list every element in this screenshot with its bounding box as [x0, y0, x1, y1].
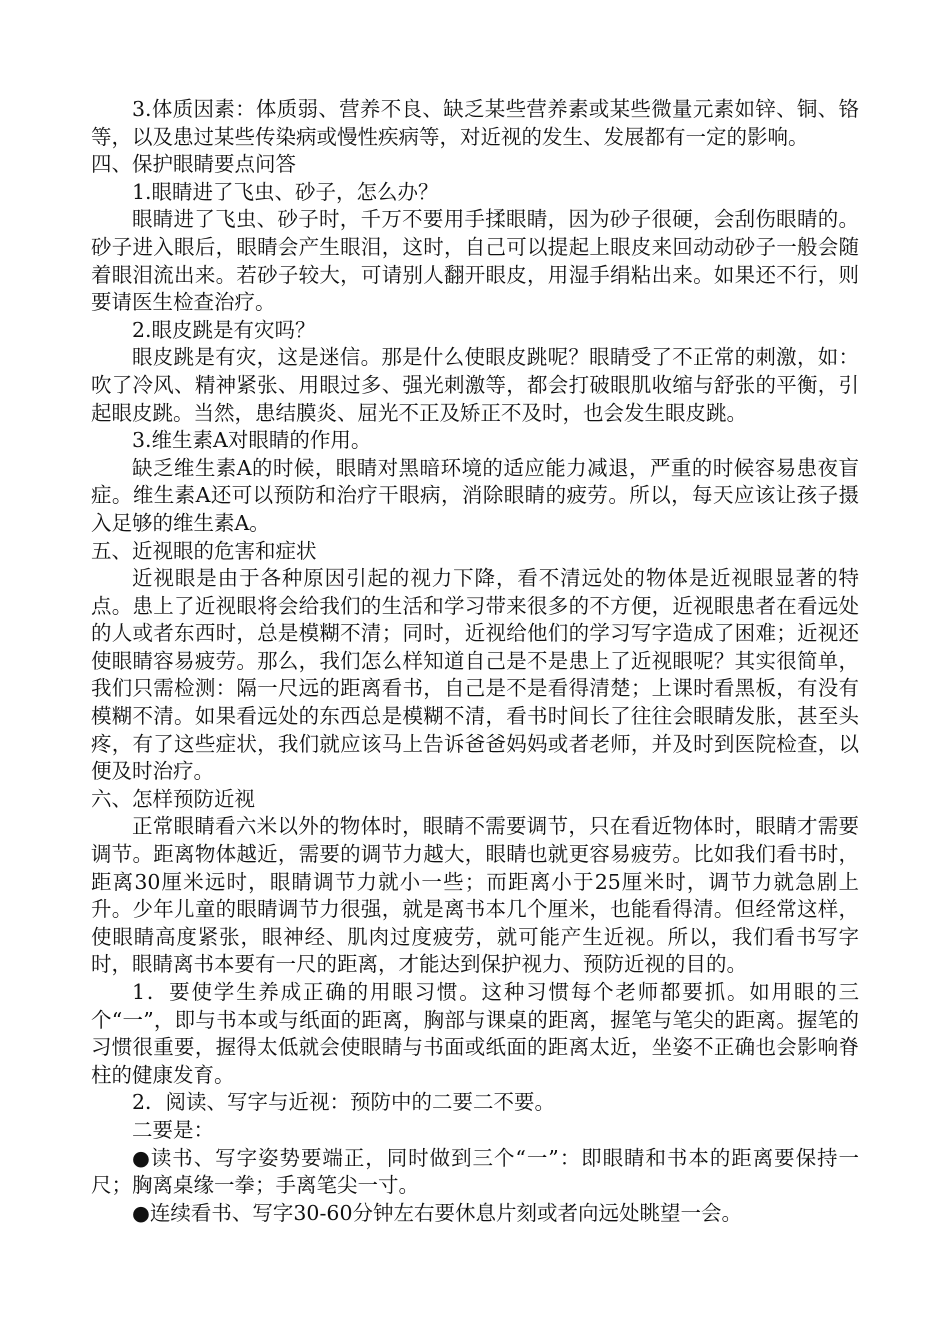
paragraph-eye-habits: 1．要使学生养成正确的用眼习惯。这种习惯每个老师都要抓。如用眼的三个“一”，即与书本或与纸面的距离，胸部与课桌的距离，握笔与笔尖的距离。握笔的习惯很重要，握得太低就会使眼睛与书面或纸面的距离太近，坐姿不正确也会影响脊柱的健康发育。: [91, 980, 859, 1087]
answer-insect-sand: 眼睛进了飞虫、砂子时，千万不要用手揉眼睛，因为砂子很硬，会刮伤眼睛的。砂子进入眼后，眼睛会产生眼泪，这时，自己可以提起上眼皮来回动动砂子一般会随着眼泪流出来。若砂子较大，可请别人翻开眼皮，用湿手绢粘出来。如果还不行，则要请医生检查治疗。: [91, 207, 859, 315]
paragraph-constitution-factors: 3.体质因素：体质弱、营养不良、缺乏某些营养素或某些微量元素如锌、铜、铬等，以及患过某些传染病或慢性疾病等，对近视的发生、发展都有一定的影响。: [91, 97, 859, 149]
answer-eyelid-twitch: 眼皮跳是有灾，这是迷信。那是什么使眼皮跳呢？眼睛受了不正常的刺激，如：吹了冷风、精神紧张、用眼过多、强光刺激等，都会打破眼肌收缩与舒张的平衡，引起眼皮跳。当然，患结膜炎、屈光不正及矫正不及时，也会发生眼皮跳。: [91, 345, 859, 425]
paragraph-eye-accommodation: 正常眼睛看六米以外的物体时，眼睛不需要调节，只在看近物体时，眼睛才需要调节。距离物体越近，需要的调节力越大，眼睛也就更容易疲劳。比如我们看书时，距离30厘米远时，眼睛调节力就小一些；而距离小于25厘米时，调节力就急剧上升。少年儿童的眼睛调节力很强，就是离书本几个厘米，也能看得清。但经常这样，使眼睛高度紧张，眼神经、肌肉过度疲劳，就可能产生近视。所以，我们看书写字时，眼睛离书本要有一尺的距离，才能达到保护视力、预防近视的目的。: [91, 814, 859, 977]
question-vitamin-a: 3.维生素A对眼睛的作用。: [132, 428, 372, 453]
question-insect-sand: 1.眼睛进了飞虫、砂子，怎么办？: [132, 179, 439, 204]
heading-prevent-myopia: 六、怎样预防近视: [91, 786, 255, 811]
document-body: [91, 96, 859, 1227]
bullet-rest: ●连续看书、写字30-60分钟左右要休息片刻或者向远处眺望一会。: [132, 1200, 742, 1225]
heading-myopia-symptoms: 五、近视眼的危害和症状: [91, 538, 317, 563]
bullet-posture: ●读书、写字姿势要端正，同时做到三个“一”：即眼睛和书本的距离要保持一尺；胸离桌缘一拳；手离笔尖一寸。: [91, 1145, 859, 1198]
paragraph-two-dos: 二要是：: [132, 1117, 214, 1142]
question-eyelid-twitch: 2.眼皮跳是有灾吗？: [132, 317, 316, 342]
heading-eye-care-qa: 四、保护眼睛要点问答: [91, 152, 296, 177]
paragraph-myopia-symptoms: 近视眼是由于各种原因引起的视力下降，看不清远处的物体是近视眼显著的特点。患上了近视眼将会给我们的生活和学习带来很多的不方便，近视眼患者在看远处的人或者东西时，总是模糊不清；同时，近视给他们的学习写字造成了困难；近视还使眼睛容易疲劳。那么，我们怎么样知道自己是不是患上了近视眼呢？其实很简单，我们只需检测：隔一尺远的距离看书，自己是不是看得清楚；上课时看黑板，有没有模糊不清。如果看远处的东西总是模糊不清，看书时间长了往往会眼睛发胀，甚至头疼，有了这些症状，我们就应该马上告诉爸爸妈妈或者老师，并及时到医院检查，以便及时治疗。: [91, 566, 859, 784]
answer-vitamin-a: 缺乏维生素A的时候，眼睛对黑暗环境的适应能力减退，严重的时候容易患夜盲症。维生素A还可以预防和治疗干眼病，消除眼睛的疲劳。所以，每天应该让孩子摄入足够的维生素A。: [91, 455, 859, 535]
paragraph-reading-writing: 2．阅读、写字与近视：预防中的二要二不要。: [132, 1090, 556, 1115]
